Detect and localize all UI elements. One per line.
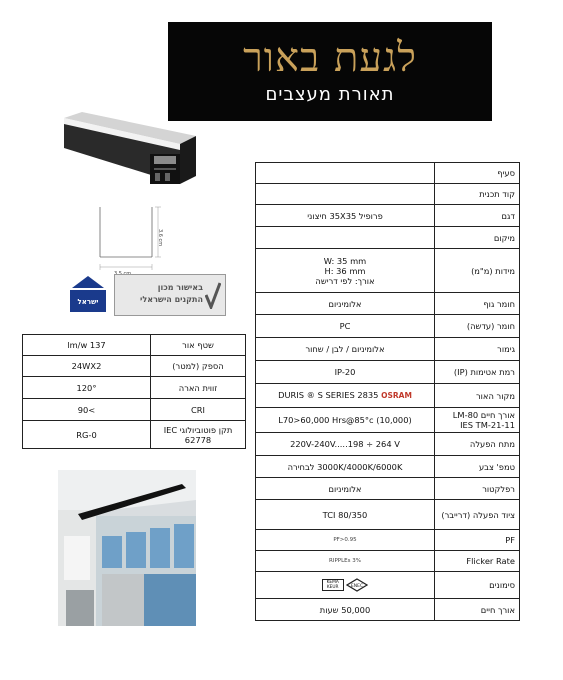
spec-value: RIPPLEs 3% xyxy=(256,551,435,572)
table-row xyxy=(23,399,246,421)
checkmark-icon xyxy=(205,281,221,309)
table-row xyxy=(256,184,520,205)
photometric-value: 120° xyxy=(23,377,151,399)
spec-key: רפלקטור xyxy=(435,478,520,500)
table-row xyxy=(256,478,520,500)
table-row xyxy=(256,205,520,227)
table-row xyxy=(256,361,520,384)
spec-table xyxy=(255,162,520,621)
table-row xyxy=(256,315,520,338)
standard-line1: באישור מכון xyxy=(157,283,203,292)
photometric-value: RG-0 xyxy=(23,421,151,449)
emblem-text: ישראל xyxy=(77,298,99,306)
table-row xyxy=(256,293,520,315)
table-row xyxy=(23,356,246,377)
enec-mark-icon xyxy=(346,578,368,592)
table-row xyxy=(256,551,520,572)
spec-value xyxy=(256,163,435,184)
standards-emblem-icon xyxy=(66,274,110,314)
table-row xyxy=(256,500,520,530)
logo-subtitle: תאורת מעצבים xyxy=(265,84,395,105)
standard-line2: התקנים הישראלי xyxy=(140,295,203,304)
spec-key: מקור האור xyxy=(435,384,520,408)
spec-value: 50,000 שעות xyxy=(256,599,435,621)
spec-key: דגם xyxy=(435,205,520,227)
photometric-value: 24WX2 xyxy=(23,356,151,377)
spec-value: 3000K/4000K/6000K לבחירה xyxy=(256,456,435,478)
photometric-value: >90 xyxy=(23,399,151,421)
spec-key: טמפ' צבע xyxy=(435,456,520,478)
spec-key: חומר (עדשה) xyxy=(435,315,520,338)
led-series: DURIS ® S SERIES 2835 xyxy=(278,390,379,400)
table-row xyxy=(23,421,246,449)
dimension-width: W: 35 mm xyxy=(323,255,367,266)
photometric-table xyxy=(22,334,246,449)
table-row xyxy=(23,335,246,356)
table-row xyxy=(256,408,520,433)
spec-value: 220V-240V.....198 ÷ 264 V xyxy=(256,433,435,456)
table-row xyxy=(256,249,520,293)
spec-value: L70>60,000 Hrs@85°c (10,000) xyxy=(256,408,435,433)
spec-value-light-source xyxy=(256,384,435,408)
table-row xyxy=(256,530,520,551)
spec-value: אלומיניום / לבן / שחור xyxy=(256,338,435,361)
spec-key: סעיף xyxy=(435,163,520,184)
table-row xyxy=(256,384,520,408)
brand-logo xyxy=(168,22,492,121)
spec-key: חומר גוף xyxy=(435,293,520,315)
spec-value: פרופיל 35X35 חיצוני xyxy=(256,205,435,227)
spec-key: אורך חיים LM-80 IES TM-21-11 xyxy=(435,408,520,433)
spec-value: PC xyxy=(256,315,435,338)
spec-value-marks xyxy=(256,572,435,599)
installation-photo xyxy=(58,470,196,626)
spec-key: מידות (מ"מ) xyxy=(435,249,520,293)
photometric-value: 137 lm/w xyxy=(23,335,151,356)
dimension-length: אורך: לפי דרישה xyxy=(315,275,375,286)
table-row xyxy=(23,377,246,399)
spec-value: אלומיניום xyxy=(256,478,435,500)
product-image xyxy=(62,110,198,188)
spec-key: קוד תכנית xyxy=(435,184,520,205)
photometric-key: תקן פוטוביולוגי IEC 62778 xyxy=(151,421,246,449)
spec-value-dimensions xyxy=(256,249,435,293)
standards-badge xyxy=(114,274,226,316)
table-row xyxy=(256,456,520,478)
spec-value xyxy=(256,227,435,249)
table-row xyxy=(256,163,520,184)
spec-value: 80/350 TCI xyxy=(256,500,435,530)
spec-key: גימור xyxy=(435,338,520,361)
spec-key: Flicker Rate xyxy=(435,551,520,572)
photometric-key: הספק (למטר) xyxy=(151,356,246,377)
height-label: 3.6 cm xyxy=(157,229,163,247)
table-row xyxy=(256,338,520,361)
enec-mark-text: ENEC xyxy=(351,584,364,589)
table-row xyxy=(256,599,520,621)
spec-key: מיקום xyxy=(435,227,520,249)
spec-key: אורך חיים xyxy=(435,599,520,621)
spec-key: רמת אטימות (IP) xyxy=(435,361,520,384)
spec-value: אלומיניום xyxy=(256,293,435,315)
osram-logo: OSRAM xyxy=(381,391,412,400)
table-row xyxy=(256,227,520,249)
kema-keur-mark-icon: KEMA KEUR xyxy=(322,579,344,591)
spec-key: PF xyxy=(435,530,520,551)
photometric-key: זווית הארה xyxy=(151,377,246,399)
dimension-height: H: 36 mm xyxy=(324,265,366,276)
table-row xyxy=(256,433,520,456)
spec-key: מתח הפעלה xyxy=(435,433,520,456)
photometric-key: שטף אור xyxy=(151,335,246,356)
spec-key: סימונים xyxy=(435,572,520,599)
certification-marks xyxy=(66,272,226,318)
table-row xyxy=(256,572,520,599)
spec-value: IP-20 xyxy=(256,361,435,384)
spec-value xyxy=(256,184,435,205)
spec-key: ציוד הפעלה (דרייבר) xyxy=(435,500,520,530)
spec-value: PF>0.95 xyxy=(256,530,435,551)
photometric-key: CRI xyxy=(151,399,246,421)
logo-title: לגעת באור xyxy=(243,35,417,81)
